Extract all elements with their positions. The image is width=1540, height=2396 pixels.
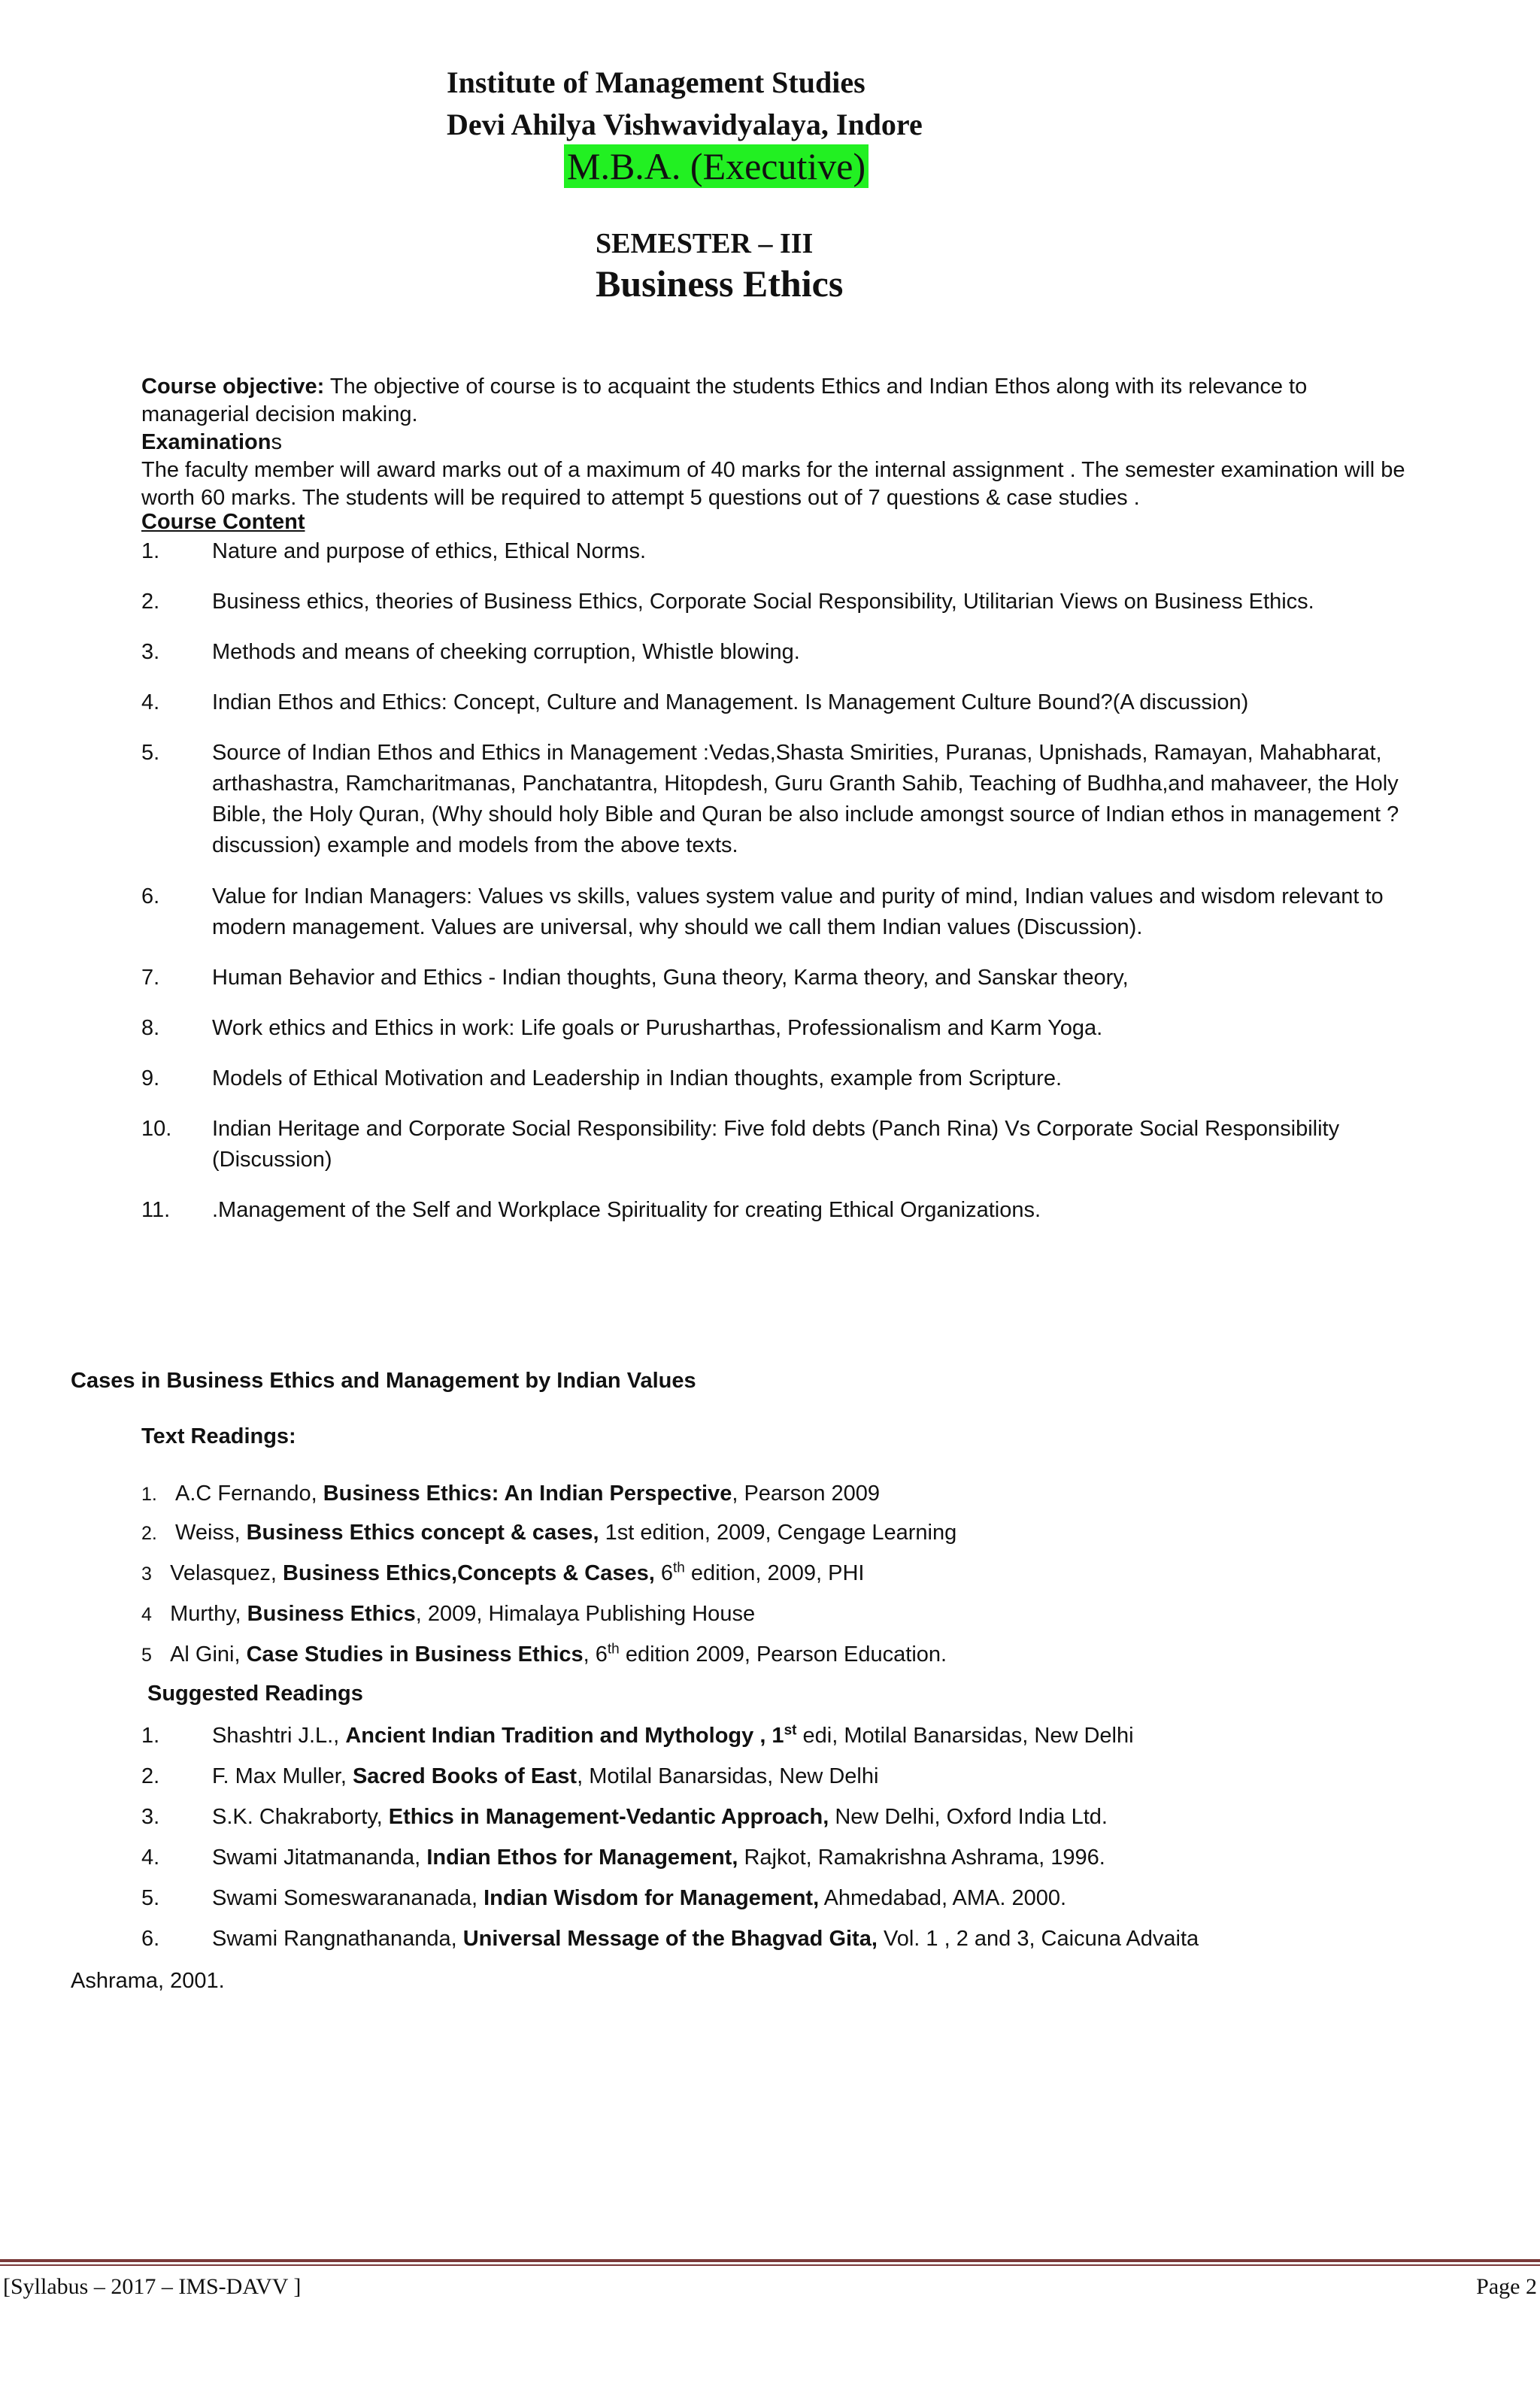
text-readings-heading: Text Readings: xyxy=(141,1424,296,1448)
cases-heading: Cases in Business Ethics and Management by Indian Values xyxy=(71,1369,696,1393)
text-reading-item: 4 Murthy, Business Ethics, 2009, Himalaya Publishing House xyxy=(141,1602,756,1626)
content-item: 8. Work ethics and Ethics in work: Life goals or Purusharthas, Professionalism and Karm Yoga. xyxy=(141,1016,1103,1040)
text-reading-item: 1. A.C Fernando, Business Ethics: An Indian Perspective, Pearson 2009 xyxy=(141,1482,881,1506)
footer-divider xyxy=(0,2259,1540,2262)
suggested-reading-item: 6. Swami Rangnathananda, Universal Message of the Bhagvad Gita, Vol. 1 , 2 and 3, Caicuna Advaita xyxy=(141,1927,1199,1951)
examinations-text: The faculty member will award marks out of a maximum of 40 marks for the internal assignment . The semester examination will be worth 60 marks. The students will be required to attempt 5 questions out of 7 questions & case studies . xyxy=(141,458,1405,510)
suggested-reading-item: 3. S.K. Chakraborty, Ethics in Management-Vedantic Approach, New Delhi, Oxford India Ltd. xyxy=(141,1805,1108,1829)
suggested-reading-item: 2. F. Max Muller, Sacred Books of East, Motilal Banarsidas, New Delhi xyxy=(141,1764,879,1788)
examinations-heading: Examinations xyxy=(141,430,282,454)
text-reading-item: 3 Velasquez, Business Ethics,Concepts & Cases, 6th edition, 2009, PHI xyxy=(141,1560,865,1585)
footer-left: [Syllabus – 2017 – IMS-DAVV ] xyxy=(3,2274,302,2299)
suggested-reading-item: 1. Shashtri J.L., Ancient Indian Tradition and Mythology , 1st edi, Motilal Banarsidas, New Delhi xyxy=(141,1722,1134,1748)
content-item: 10. Indian Heritage and Corporate Social Responsibility: Five fold debts (Panch Rina) Vs Corporate Social Responsibility (Discussion) xyxy=(141,1117,1340,1172)
suggested-reading-item: 5. Swami Someswarananada, Indian Wisdom for Management, Ahmedabad, AMA. 2000. xyxy=(141,1886,1067,1910)
content-item: 2. Business ethics, theories of Business Ethics, Corporate Social Responsibility, Utilitarian Views on Business Ethics. xyxy=(141,590,1314,614)
content-item: 9. Models of Ethical Motivation and Leadership in Indian thoughts, example from Scripture. xyxy=(141,1066,1063,1090)
content-item: 4. Indian Ethos and Ethics: Concept, Culture and Management. Is Management Culture Bound?(A discussion) xyxy=(141,690,1249,714)
content-item: 5. Source of Indian Ethos and Ethics in Management :Vedas,Shasta Smirities, Puranas, Upnishads, Ramayan, Mahabharat, arthashastra, Ramcharitmanas, Panchatantra, Hitopdesh, Guru Granth Sahib, Teaching of Budhha,and mahaveer, the Holy Bible, the Holy Quran, (Why should holy Bible and Quran be also include amongst source of Indian ethos in management ?discussion) example and models from the above texts. xyxy=(141,741,1399,857)
footer-divider-thin xyxy=(0,2264,1540,2266)
text-reading-item: 2. Weiss, Business Ethics concept & cases, 1st edition, 2009, Cengage Learning xyxy=(141,1521,957,1545)
text-reading-item: 5 Al Gini, Case Studies in Business Ethics, 6th edition 2009, Pearson Education. xyxy=(141,1641,947,1667)
university-name: Devi Ahilya Vishwavidyalaya, Indore xyxy=(447,108,923,141)
semester-label: SEMESTER – III xyxy=(596,228,814,259)
suggested-reading-continuation: Ashrama, 2001. xyxy=(71,1969,225,1993)
page-number: Page 2 xyxy=(1476,2274,1537,2299)
course-content-heading: Course Content xyxy=(141,510,305,534)
content-item: 7. Human Behavior and Ethics - Indian thoughts, Guna theory, Karma theory, and Sanskar theory, xyxy=(141,966,1129,990)
content-item: 3. Methods and means of cheeking corruption, Whistle blowing. xyxy=(141,640,800,664)
objective-text: The objective of course is to acquaint the students Ethics and Indian Ethos along with its relevance to managerial decision making. xyxy=(141,375,1308,426)
suggested-readings-heading: Suggested Readings xyxy=(147,1682,363,1706)
content-item: 6. Value for Indian Managers: Values vs skills, values system value and purity of mind, Indian values and wisdom relevant to modern management. Values are universal, why should we call them Indian values (Discussion). xyxy=(141,884,1384,939)
suggested-reading-item: 4. Swami Jitatmananda, Indian Ethos for Management, Rajkot, Ramakrishna Ashrama, 1996. xyxy=(141,1846,1105,1870)
objective-label: Course objective: xyxy=(141,375,325,399)
course-objective xyxy=(141,373,1420,429)
examinations-section xyxy=(141,429,1435,512)
subject-title: Business Ethics xyxy=(596,262,844,305)
program-title: M.B.A. (Executive) xyxy=(564,144,869,188)
content-item: 11. .Management of the Self and Workplace Spirituality for creating Ethical Organizations. xyxy=(141,1198,1041,1222)
content-item: 1. Nature and purpose of ethics, Ethical Norms. xyxy=(141,539,647,563)
institute-name: Institute of Management Studies xyxy=(447,65,865,99)
